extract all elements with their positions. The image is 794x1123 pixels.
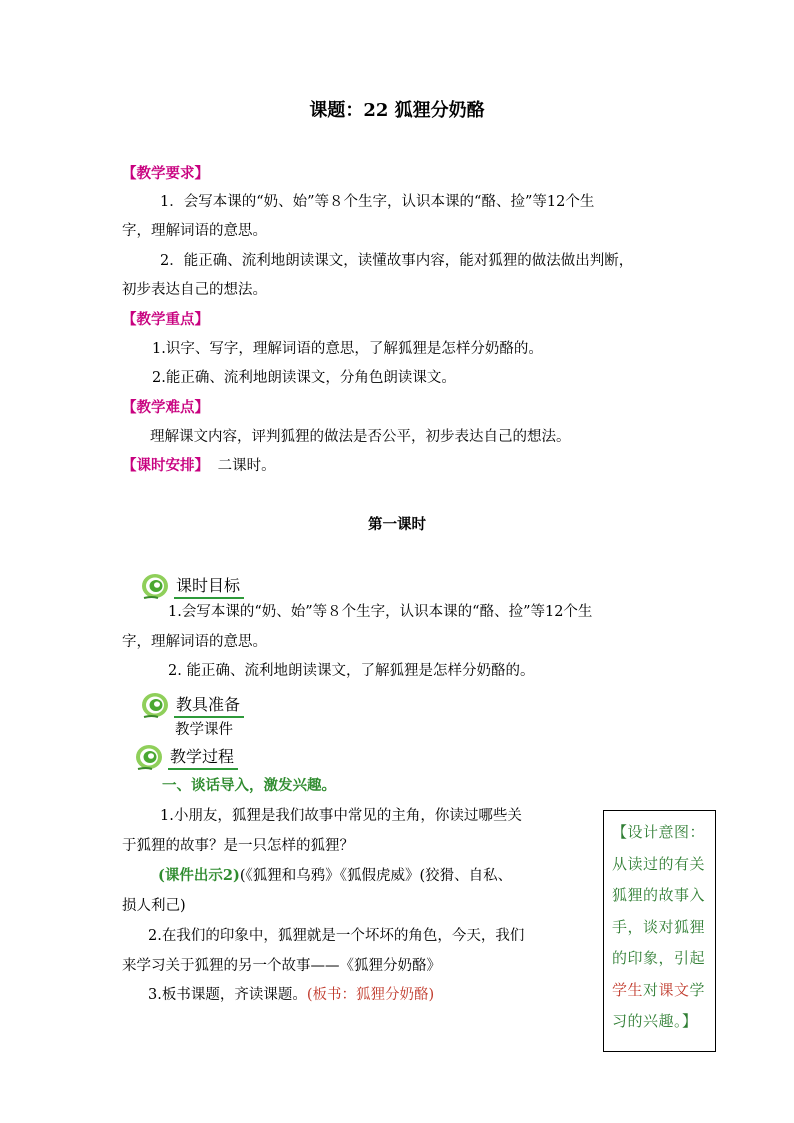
schedule-value: 二课时。: [217, 458, 276, 474]
difficulties-heading: 【教学难点】: [122, 399, 209, 416]
courseware-rest: (《狐狸和乌鸦》《狐假虎威》(狡猾、自私、: [239, 868, 513, 884]
swirl-icon: [140, 689, 174, 723]
requirement-1-line-1: 1．会写本课的“奶、始”等８个生字，认识本课的“酪、捡”等12个生: [160, 194, 595, 210]
process-p3-line-1: 2.在我们的印象中，狐狸就是一个坏坏的角色，今天，我们: [148, 928, 525, 944]
schedule-line: [122, 456, 276, 476]
design-intent-part-1: 【设计意图：从读过的有关狐狸的故事入手，谈对狐狸的印象，引起: [612, 823, 706, 967]
process-label: 教学过程: [168, 747, 238, 770]
swirl-icon: [134, 741, 168, 775]
page-title: 课题：22 狐狸分奶酪: [309, 100, 485, 121]
design-intent-highlight-2: 课文: [658, 980, 690, 999]
design-intent-highlight-1: 学生: [612, 980, 644, 999]
requirement-1-line-2: 字，理解词语的意思。: [122, 223, 267, 239]
goal-2: 2. 能正确、流利地朗读课文，了解狐狸是怎样分奶酪的。: [168, 663, 535, 679]
design-intent-text: [612, 817, 709, 1038]
design-intent-part-5: 学习的兴趣。】: [612, 980, 706, 1030]
design-intent-part-3: 对: [643, 980, 659, 999]
process-p2-line-2: 损人利己): [122, 898, 186, 914]
goal-1-line-2: 字，理解词语的意思。: [122, 634, 267, 650]
difficulty-1: 理解课文内容，评判狐狸的做法是否公平，初步表达自己的想法。: [150, 429, 571, 445]
goals-section-header: [140, 570, 244, 604]
key-points-heading: 【教学重点】: [122, 311, 209, 328]
courseware-label: (课件出示2): [158, 867, 240, 884]
process-p1-line-1: 1.小朋友，狐狸是我们故事中常见的主角，你读过哪些关: [160, 808, 522, 824]
board-writing: (板书：狐狸分奶酪): [306, 987, 435, 1003]
process-p4: [148, 985, 434, 1005]
schedule-heading: 【课时安排】: [122, 457, 209, 474]
design-intent-box: [603, 810, 716, 1052]
swirl-icon: [140, 570, 174, 604]
key-point-2: 2.能正确、流利地朗读课文，分角色朗读课文。: [152, 370, 456, 386]
goal-1-line-1: 1.会写本课的“奶、始”等８个生字，认识本课的“酪、捡”等12个生: [168, 604, 593, 620]
requirements-heading: 【教学要求】: [122, 165, 209, 182]
process-section-header: [134, 741, 238, 775]
materials-label: 教具准备: [174, 695, 244, 718]
goals-label: 课时目标: [174, 576, 244, 599]
requirement-2-line-1: 2．能正确、流利地朗读课文，读懂故事内容，能对狐狸的做法做出判断，: [160, 253, 634, 269]
key-point-1: 1.识字、写字，理解词语的意思，了解狐狸是怎样分奶酪的。: [152, 341, 543, 357]
process-p4-text: 3.板书课题，齐读课题。: [148, 987, 307, 1003]
process-p1-line-2: 于狐狸的故事？是一只怎样的狐狸？: [122, 838, 354, 854]
lesson-1-title: 第一课时: [368, 516, 426, 533]
materials-item: 教学课件: [175, 722, 233, 738]
process-p2-line-1: [158, 866, 512, 886]
process-step-heading: 一、谈话导入，激发兴趣。: [162, 777, 336, 794]
materials-section-header: [140, 689, 244, 723]
requirement-2-line-2: 初步表达自己的想法。: [122, 282, 267, 298]
process-p3-line-2: 来学习关于狐狸的另一个故事——《狐狸分奶酪》: [122, 958, 441, 974]
